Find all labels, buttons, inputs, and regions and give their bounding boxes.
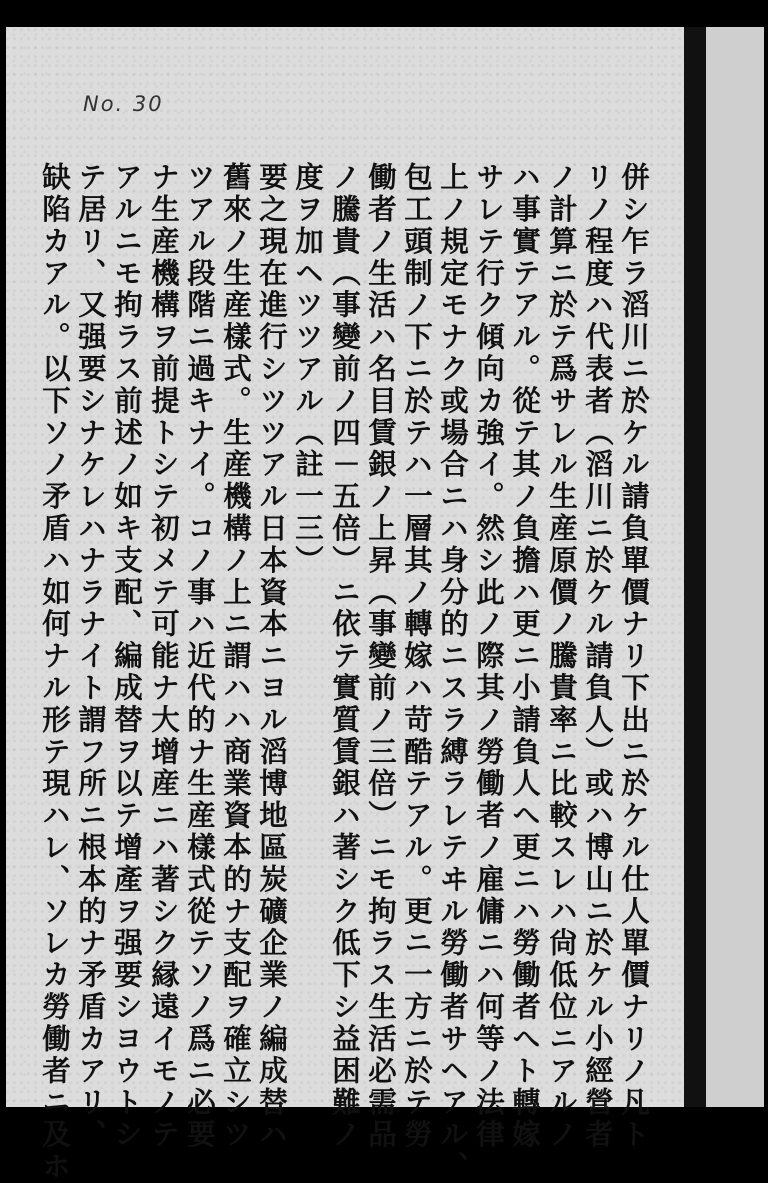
text-column-3: ノ計算ニ於テ爲サレル生産原價ノ騰貴率ニ比較スレハ尙低位ニアルノ <box>545 162 579 1151</box>
adjacent-page-edge <box>706 27 764 1107</box>
text-column-15: アルニモ拘ラス前述ノ如キ支配、編成替ヲ以テ增產ヲ强要シヨウトシ <box>110 162 144 1151</box>
text-column-8: 働者ノ生活ハ名目賃銀ノ上昇（事變前ノ三倍）ニモ拘ラス生活必需品 <box>364 162 398 1151</box>
page-number: No. 30 <box>83 92 164 116</box>
text-column-2: リノ程度ハ代表者（滔川ニ於ケル請負人）或ハ博山ニ於ケル小經營者 <box>581 162 615 1151</box>
text-column-1: 併シ乍ラ滔川ニ於ケル請負單價ナリ下出ニ於ケル仕人單價ナリノ凡ト <box>617 162 651 1151</box>
text-column-11: 要之現在進行シツツアル日本資本ニヨル滔博地區炭礦企業ノ編成替ハ <box>255 162 289 1151</box>
text-column-7: 包工頭制ノ下ニ於テハ一層其ノ轉嫁ハ苛酷テアル。更ニ一方ニ於テ勞 <box>400 162 434 1151</box>
text-column-10: 度ヲ加ヘツツアル（註一三） <box>291 162 325 577</box>
text-column-16: テ居リ、又强要シナケレハナラナイト謂フ所ニ根本的ナ矛盾カアリ、 <box>74 162 108 1151</box>
text-column-12: 舊來ノ生産樣式。生産機構ノ上ニ謂ハハ商業資本的ナ支配ヲ確立シツ <box>219 162 253 1151</box>
text-column-14: ナ生産機構ヲ前提トシテ初メテ可能ナ大增産ニハ著シク縁遠イモノテ <box>147 162 181 1151</box>
text-column-13: ツアル段階ニ過キナイ。コノ事ハ近代的ナ生産樣式從テソノ爲ニ必要 <box>183 162 217 1151</box>
text-column-4: ハ事實テアル。從テ其ノ負擔ハ更ニ小請負人へ更ニハ勞働者へト轉嫁 <box>508 162 542 1151</box>
book-spine <box>684 27 706 1107</box>
text-column-5: サレテ行ク傾向カ強イ。然シ此ノ際其ノ勞働者ノ雇傭ニハ何等ノ法律 <box>472 162 506 1151</box>
text-column-9: ノ騰貴（事變前ノ四－五倍）ニ依テ實質賃銀ハ著シク低下シ益困難ノ <box>328 162 362 1151</box>
text-column-17: 缺陷カアル。以下ソノ矛盾ハ如何ナル形テ現ハレ、ソレカ勞働者ニ及ホ <box>38 162 72 1183</box>
text-column-6: 上ノ規定モナク或場合ニハ身分的ニスラ縛ラレテヰル勞働者サヘアル、 <box>436 162 470 1183</box>
